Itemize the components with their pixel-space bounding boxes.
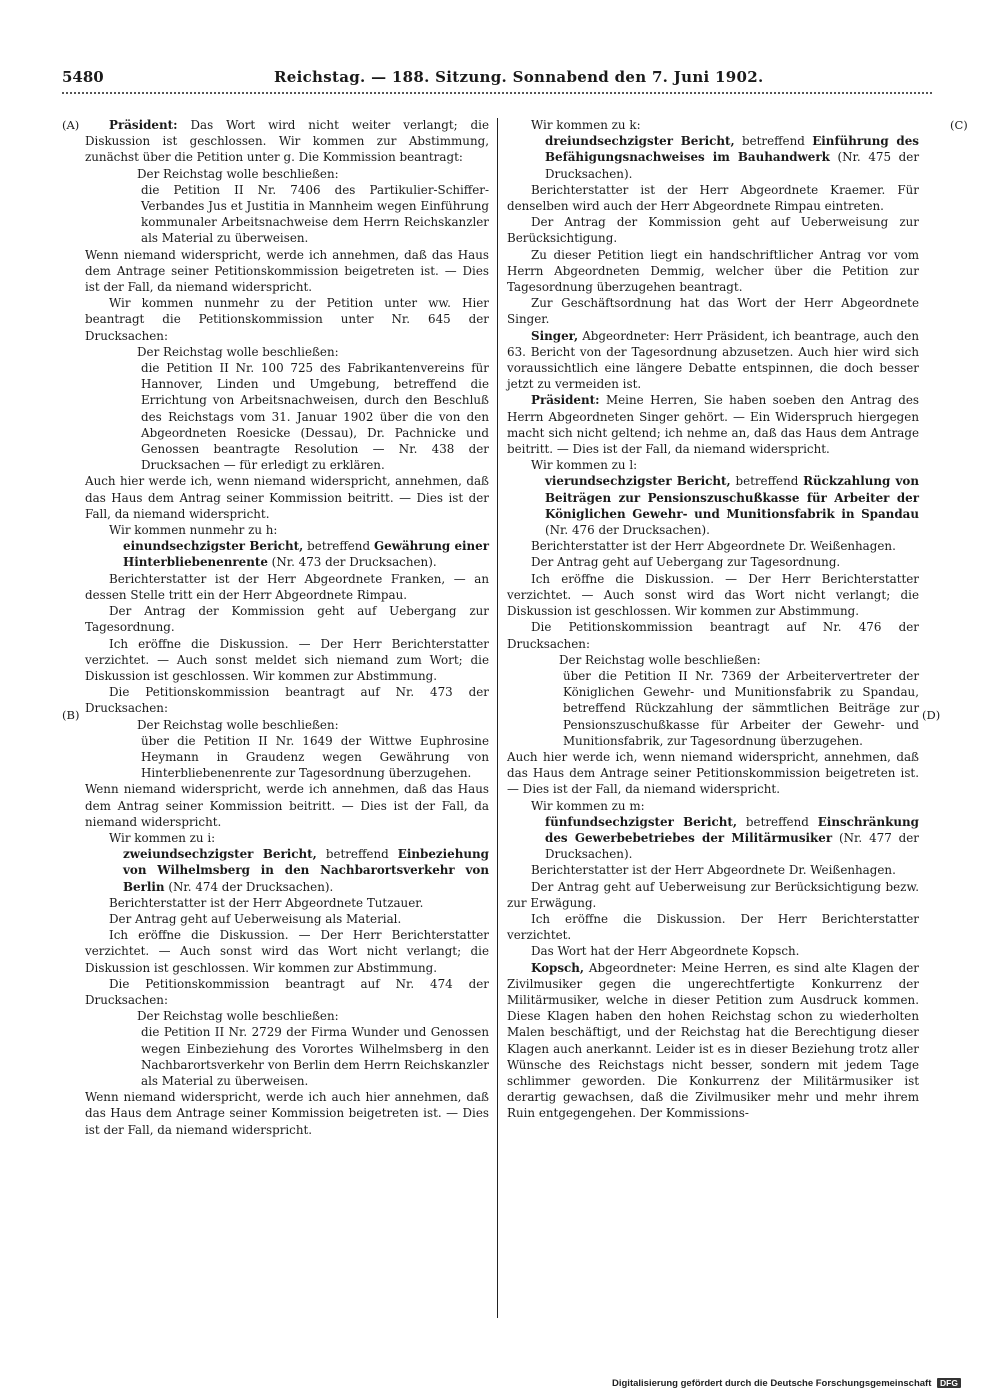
paragraph: Der Antrag der Kommission geht auf Ueberweisung zur Berücksichtigung. (507, 215, 919, 246)
resolution-heading: Der Reichstag wolle beschließen: (137, 717, 339, 732)
resolution-heading: Der Reichstag wolle beschließen: (137, 166, 339, 181)
report-title: fünfundsechzigster Bericht, betreffend Einschränkung des Gewerbebetriebes der Militärmusiker (Nr. 477 der Drucksachen). (545, 814, 919, 862)
paragraph: Wir kommen zu m: (531, 798, 645, 813)
resolution-text: die Petition II Nr. 2729 der Firma Wunder und Genossen wegen Einbeziehung des Vorortes Wilhelmsberg in den Nachbarortsverkehr von Berlin dem Herrn Reichskanzler als Material zu überweisen. (141, 1025, 489, 1088)
footer-text: Digitalisierung gefördert durch die Deutsche Forschungsgemeinschaft (612, 1378, 932, 1389)
paragraph: Die Petitionskommission beantragt auf Nr. 476 der Drucksachen: (507, 620, 919, 651)
paragraph: Auch hier werde ich, wenn niemand widerspricht, annehmen, daß das Haus dem Antrag seiner Kommission beitritt. — Dies ist der Fall, da niemand widerspricht. (85, 474, 489, 521)
paragraph: Wir kommen zu k: (531, 118, 641, 132)
running-title: Reichstag. — 188. Sitzung. Sonnabend den 7. Juni 1902. (274, 68, 764, 86)
resolution-text: über die Petition II Nr. 7369 der Arbeitervertreter der Königlichen Gewehr- und Munitionsfabrik zu Spandau, betreffend Rückzahlung der sämmtlichen Beiträge zur Pensionszuschußkasse für Arbeiter der Gewehr- und Munitionsfabrik, zur Tagesordnung überzugehen. (563, 668, 919, 748)
paragraph: Berichterstatter ist der Herr Abgeordnete Dr. Weißenhagen. (531, 863, 896, 878)
paragraph: Ich eröffne die Diskussion. — Der Herr Berichterstatter verzichtet. — Auch sonst wird das Wort nicht verlangt; die Diskussion ist geschlossen. Wir kommen zur Abstimmung. (507, 571, 919, 619)
resolution-heading: Der Reichstag wolle beschließen: (559, 652, 761, 667)
paragraph: Der Antrag der Kommission geht auf Uebergang zur Tagesordnung. (85, 604, 489, 635)
speaker-name: Präsident: (531, 393, 600, 408)
paragraph: Wenn niemand widerspricht, werde ich auch hier annehmen, daß das Haus dem Antrage seiner Kommission beigetreten ist. — Dies ist der Fall, da niemand widerspricht. (85, 1090, 489, 1137)
paragraph: Ich eröffne die Diskussion. Der Herr Berichterstatter verzichtet. (507, 911, 919, 943)
paragraph: Der Antrag geht auf Ueberweisung zur Berücksichtigung bezw. zur Erwägung. (507, 879, 919, 910)
paragraph: Berichterstatter ist der Herr Abgeordnete Kraemer. Für denselben wird auch der Herr Abgeordnete Rimpau eintreten. (507, 182, 919, 214)
paragraph: Wir kommen nunmehr zu h: (109, 523, 278, 538)
paragraph: Ich eröffne die Diskussion. — Der Herr Berichterstatter verzichtet. — Auch sonst meldet sich niemand zum Wort; die Diskussion ist geschlossen. Wir kommen zur Abstimmung. (85, 636, 489, 683)
speaker-name: Singer, (531, 328, 579, 343)
margin-marker-d: (D) (922, 708, 941, 722)
report-title: vierundsechzigster Bericht, betreffend Rückzahlung von Beiträgen zur Pensionszuschußkasse für Arbeiter der Königlichen Gewehr- und Munitionsfabrik in Spandau (Nr. 476 der Drucksachen). (545, 474, 919, 538)
resolution-heading: Der Reichstag wolle beschließen: (137, 1009, 339, 1024)
paragraph: Wenn niemand widerspricht, werde ich annehmen, daß das Haus dem Antrage seiner Petitionskommission beigetreten ist. — Dies ist der Fall, da niemand widerspricht. (85, 247, 489, 295)
paragraph: Berichterstatter ist der Herr Abgeordnete Tutzauer. (109, 895, 424, 910)
resolution-text: über die Petition II Nr. 1649 der Wittwe Euphrosine Heymann in Graudenz wegen Gewährung von Hinterbliebenenrente zur Tagesordnung überzugehen. (141, 733, 489, 781)
report-title: einundsechzigster Bericht, betreffend Gewährung einer Hinterbliebenenrente (Nr. 473 der Drucksachen). (123, 539, 490, 570)
resolution-text: die Petition II Nr. 7406 des Partikulier-Schiffer-Verbandes Jus et Justitia in Mannheim wegen Einführung kommunaler Arbeitsnachweise dem Herrn Reichskanzler als Material zu überweisen. (141, 182, 489, 246)
paragraph: Der Antrag geht auf Ueberweisung als Material. (109, 911, 402, 926)
column-divider (497, 118, 498, 1318)
paragraph: Präsident: Das Wort wird nicht weiter verlangt; die Diskussion ist geschlossen. Wir kommen zur Abstimmung, zunächst über die Petition unter g. Die Kommission beantragt: (85, 118, 489, 165)
paragraph: Wenn niemand widerspricht, werde ich annehmen, daß das Haus dem Antrag seiner Kommission beitritt. — Dies ist der Fall, da niemand widerspricht. (85, 782, 489, 829)
report-title: dreiundsechzigster Bericht, betreffend Einführung des Befähigungsnachweises im Bauhandwerk (Nr. 475 der Drucksachen). (545, 134, 919, 181)
paragraph: Auch hier werde ich, wenn niemand widerspricht, annehmen, daß das Haus dem Antrage seiner Petitionskommission beigetreten ist. — Dies ist der Fall, da niemand widerspricht. (507, 749, 919, 797)
report-title: zweiundsechzigster Bericht, betreffend Einbeziehung von Wilhelmsberg in den Nachbarortsverkehr von Berlin (Nr. 474 der Drucksachen). (123, 847, 489, 894)
paragraph: Die Petitionskommission beantragt auf Nr. 474 der Drucksachen: (85, 976, 489, 1007)
dfg-logo: DFG (937, 1378, 961, 1388)
page-number: 5480 (62, 68, 104, 86)
paragraph: Kopsch, Abgeordneter: Meine Herren, es sind alte Klagen der Zivilmusiker gegen die ungerechtfertigte Konkurrenz der Militärmusiker, welche in dieser Petition zum Ausdruck kommen. Diese Klagen haben den hohen Reichstag schon zu wiederholten Malen beschäftigt, und der Reichstag hat die Berechtigung dieser Klagen auch anerkannt. Leider ist es in dieser Beziehung trotz aller Wünsche des Reichstags nicht besser, sondern mit jedem Tage schlimmer geworden. Die Konkurrenz der Militärmusiker ist derartig gewachsen, daß die Zivilmusiker mehr und mehr ihrem Ruin entgegengehen. Der Kommissions- (507, 960, 919, 1121)
header-rule (62, 92, 932, 94)
paragraph: Wir kommen nunmehr zu der Petition unter ww. Hier beantragt die Petitionskommission unter Nr. 645 der Drucksachen: (85, 296, 489, 343)
resolution-heading: Der Reichstag wolle beschließen: (137, 344, 339, 359)
left-column (85, 117, 489, 1138)
paragraph: Die Petitionskommission beantragt auf Nr. 473 der Drucksachen: (85, 685, 489, 716)
digitization-footer (612, 1378, 961, 1389)
margin-marker-c: (C) (950, 118, 968, 132)
page-header (62, 68, 932, 92)
speaker-name: Kopsch, (531, 960, 585, 975)
paragraph: Das Wort hat der Herr Abgeordnete Kopsch. (531, 944, 800, 959)
right-column (507, 117, 919, 1122)
speaker-name: Präsident: (109, 118, 178, 132)
paragraph: Ich eröffne die Diskussion. — Der Herr Berichterstatter verzichtet. — Auch sonst wird das Wort nicht verlangt; die Diskussion ist geschlossen. Wir kommen zur Abstimmung. (85, 928, 489, 975)
paragraph: Zu dieser Petition liegt ein handschriftlicher Antrag vor vom Herrn Abgeordneten Demmig, welcher über die Petition zur Tagesordnung überzugehen beantragt. (507, 247, 919, 295)
paragraph: Singer, Abgeordneter: Herr Präsident, ich beantrage, auch den 63. Bericht von der Tagesordnung abzusetzen. Auch hier wird sich voraussichtlich eine längere Debatte entspinnen, die doch besser jetzt zu vermeiden ist. (507, 328, 919, 392)
paragraph: Berichterstatter ist der Herr Abgeordnete Dr. Weißenhagen. (531, 539, 896, 554)
paragraph: Präsident: Meine Herren, Sie haben soeben den Antrag des Herrn Abgeordneten Singer gehört. — Ein Widerspruch hiergegen macht sich nicht geltend; ich nehme an, daß das Haus dem Antrage beitritt. — Dies ist der Fall, da niemand widerspricht. (507, 393, 919, 457)
paragraph: Wir kommen zu l: (531, 458, 638, 473)
paragraph: Zur Geschäftsordnung hat das Wort der Herr Abgeordnete Singer. (507, 296, 919, 327)
paragraph: Der Antrag geht auf Uebergang zur Tagesordnung. (531, 555, 841, 570)
paragraph: Wir kommen zu i: (109, 830, 216, 845)
resolution-text: die Petition II Nr. 100 725 des Fabrikantenvereins für Hannover, Linden und Umgebung, betreffend die Errichtung von Arbeitsnachweisen, durch den Beschluß des Reichstags vom 31. Januar 1902 über die von den Abgeordneten Roesicke (Dessau), Dr. Pachnicke und Genossen beantragte Resolution — Nr. 438 der Drucksachen — für erledigt zu erklären. (141, 361, 489, 473)
margin-marker-b: (B) (62, 708, 80, 722)
paragraph: Berichterstatter ist der Herr Abgeordnete Franken, — an dessen Stelle tritt ein der Herr Abgeordnete Rimpau. (85, 571, 489, 602)
margin-marker-a: (A) (62, 118, 80, 132)
